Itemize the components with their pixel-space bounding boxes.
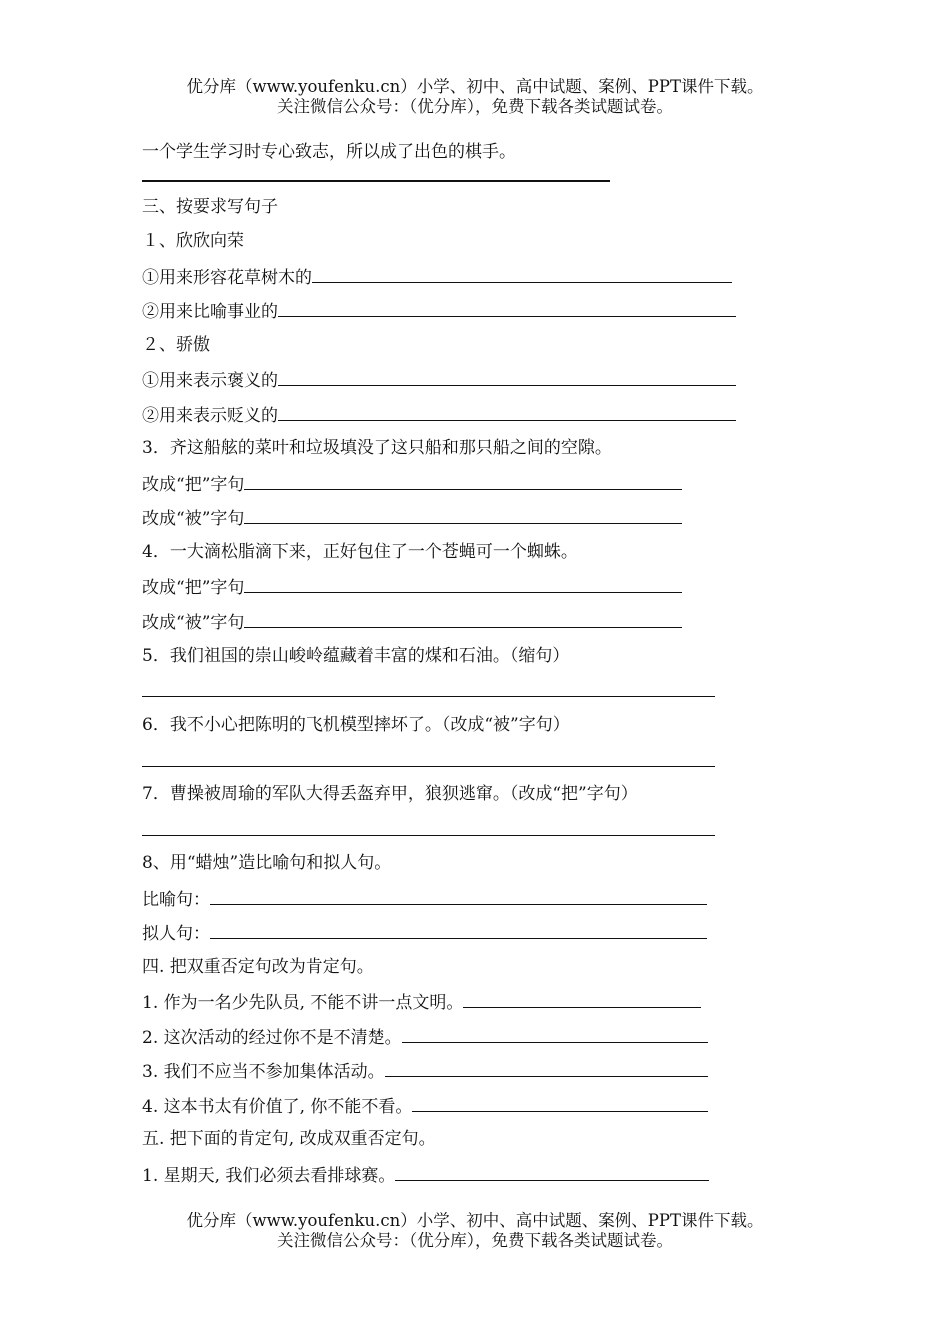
- answer-blank[interactable]: [244, 472, 682, 490]
- question-1a: ①用来形容花草树木的: [142, 265, 732, 289]
- section-4-title: 四. 把双重否定句改为肯定句。: [142, 957, 374, 977]
- question-8-metaphor: 比喻句：: [142, 887, 707, 911]
- question-1-label: １、欣欣向荣: [142, 231, 244, 251]
- question-3-bei: 改成“被”字句: [142, 506, 682, 530]
- answer-line: [142, 180, 610, 182]
- page-footer: [0, 1211, 950, 1251]
- footer-line-2: 关注微信公众号：（优分库），免费下载各类试题试卷。: [277, 1231, 673, 1250]
- page-header: [0, 77, 950, 117]
- question-3: 3．齐这船舷的菜叶和垃圾填没了这只船和那只船之间的空隙。: [142, 438, 612, 458]
- answer-blank[interactable]: [278, 368, 736, 386]
- question-6: 6．我不小心把陈明的飞机模型摔坏了。（改成“被”字句）: [142, 715, 570, 735]
- question-2b: ②用来表示贬义的: [142, 403, 736, 427]
- question-8: 8、用“蜡烛”造比喻句和拟人句。: [142, 853, 392, 873]
- answer-blank[interactable]: [244, 610, 682, 628]
- answer-blank[interactable]: [210, 921, 707, 939]
- answer-line[interactable]: [142, 696, 715, 697]
- answer-line[interactable]: [142, 766, 715, 767]
- header-line-1: 优分库（www.youfenku.cn）小学、初中、高中试题、案例、PPT课件下载。: [186, 77, 764, 96]
- answer-line[interactable]: [142, 835, 715, 836]
- answer-blank[interactable]: [412, 1094, 708, 1112]
- answer-blank[interactable]: [395, 1163, 709, 1181]
- answer-blank[interactable]: [278, 299, 736, 317]
- question-1b: ②用来比喻事业的: [142, 299, 736, 323]
- answer-blank[interactable]: [402, 1025, 708, 1043]
- section-5-title: 五. 把下面的肯定句, 改成双重否定句。: [142, 1129, 436, 1149]
- question-4-ba: 改成“把”字句: [142, 575, 682, 599]
- question-7: 7．曹操被周瑜的军队大得丢盔弃甲，狼狈逃窜。（改成“把”字句）: [142, 784, 638, 804]
- section-4-item-1: 1. 作为一名少先队员, 不能不讲一点文明。: [142, 990, 701, 1014]
- question-4: 4．一大滴松脂滴下来，正好包住了一个苍蝇可一个蜘蛛。: [142, 542, 578, 562]
- answer-blank[interactable]: [244, 506, 682, 524]
- section-4-item-3: 3. 我们不应当不参加集体活动。: [142, 1059, 708, 1083]
- footer-line-1: 优分库（www.youfenku.cn）小学、初中、高中试题、案例、PPT课件下载。: [186, 1211, 764, 1230]
- section-4-item-2: 2. 这次活动的经过你不是不清楚。: [142, 1025, 708, 1049]
- answer-blank[interactable]: [463, 990, 701, 1008]
- answer-blank[interactable]: [385, 1059, 708, 1077]
- section-4-item-4: 4. 这本书太有价值了, 你不能不看。: [142, 1094, 708, 1118]
- question-8-personification: 拟人句：: [142, 921, 707, 945]
- answer-blank[interactable]: [278, 403, 736, 421]
- question-2-label: ２、骄傲: [142, 335, 210, 355]
- answer-blank[interactable]: [244, 575, 682, 593]
- section-5-item-1: 1. 星期天, 我们必须去看排球赛。: [142, 1163, 709, 1187]
- intro-sentence: 一个学生学习时专心致志，所以成了出色的棋手。: [142, 142, 516, 162]
- section-3-title: 三、按要求写句子: [142, 197, 278, 217]
- answer-blank[interactable]: [312, 265, 732, 283]
- question-2a: ①用来表示褒义的: [142, 368, 736, 392]
- question-4-bei: 改成“被”字句: [142, 610, 682, 634]
- answer-blank[interactable]: [210, 887, 707, 905]
- header-line-2: 关注微信公众号：（优分库），免费下载各类试题试卷。: [277, 97, 673, 116]
- question-5: 5．我们祖国的崇山峻岭蕴藏着丰富的煤和石油。（缩句）: [142, 646, 570, 666]
- question-3-ba: 改成“把”字句: [142, 472, 682, 496]
